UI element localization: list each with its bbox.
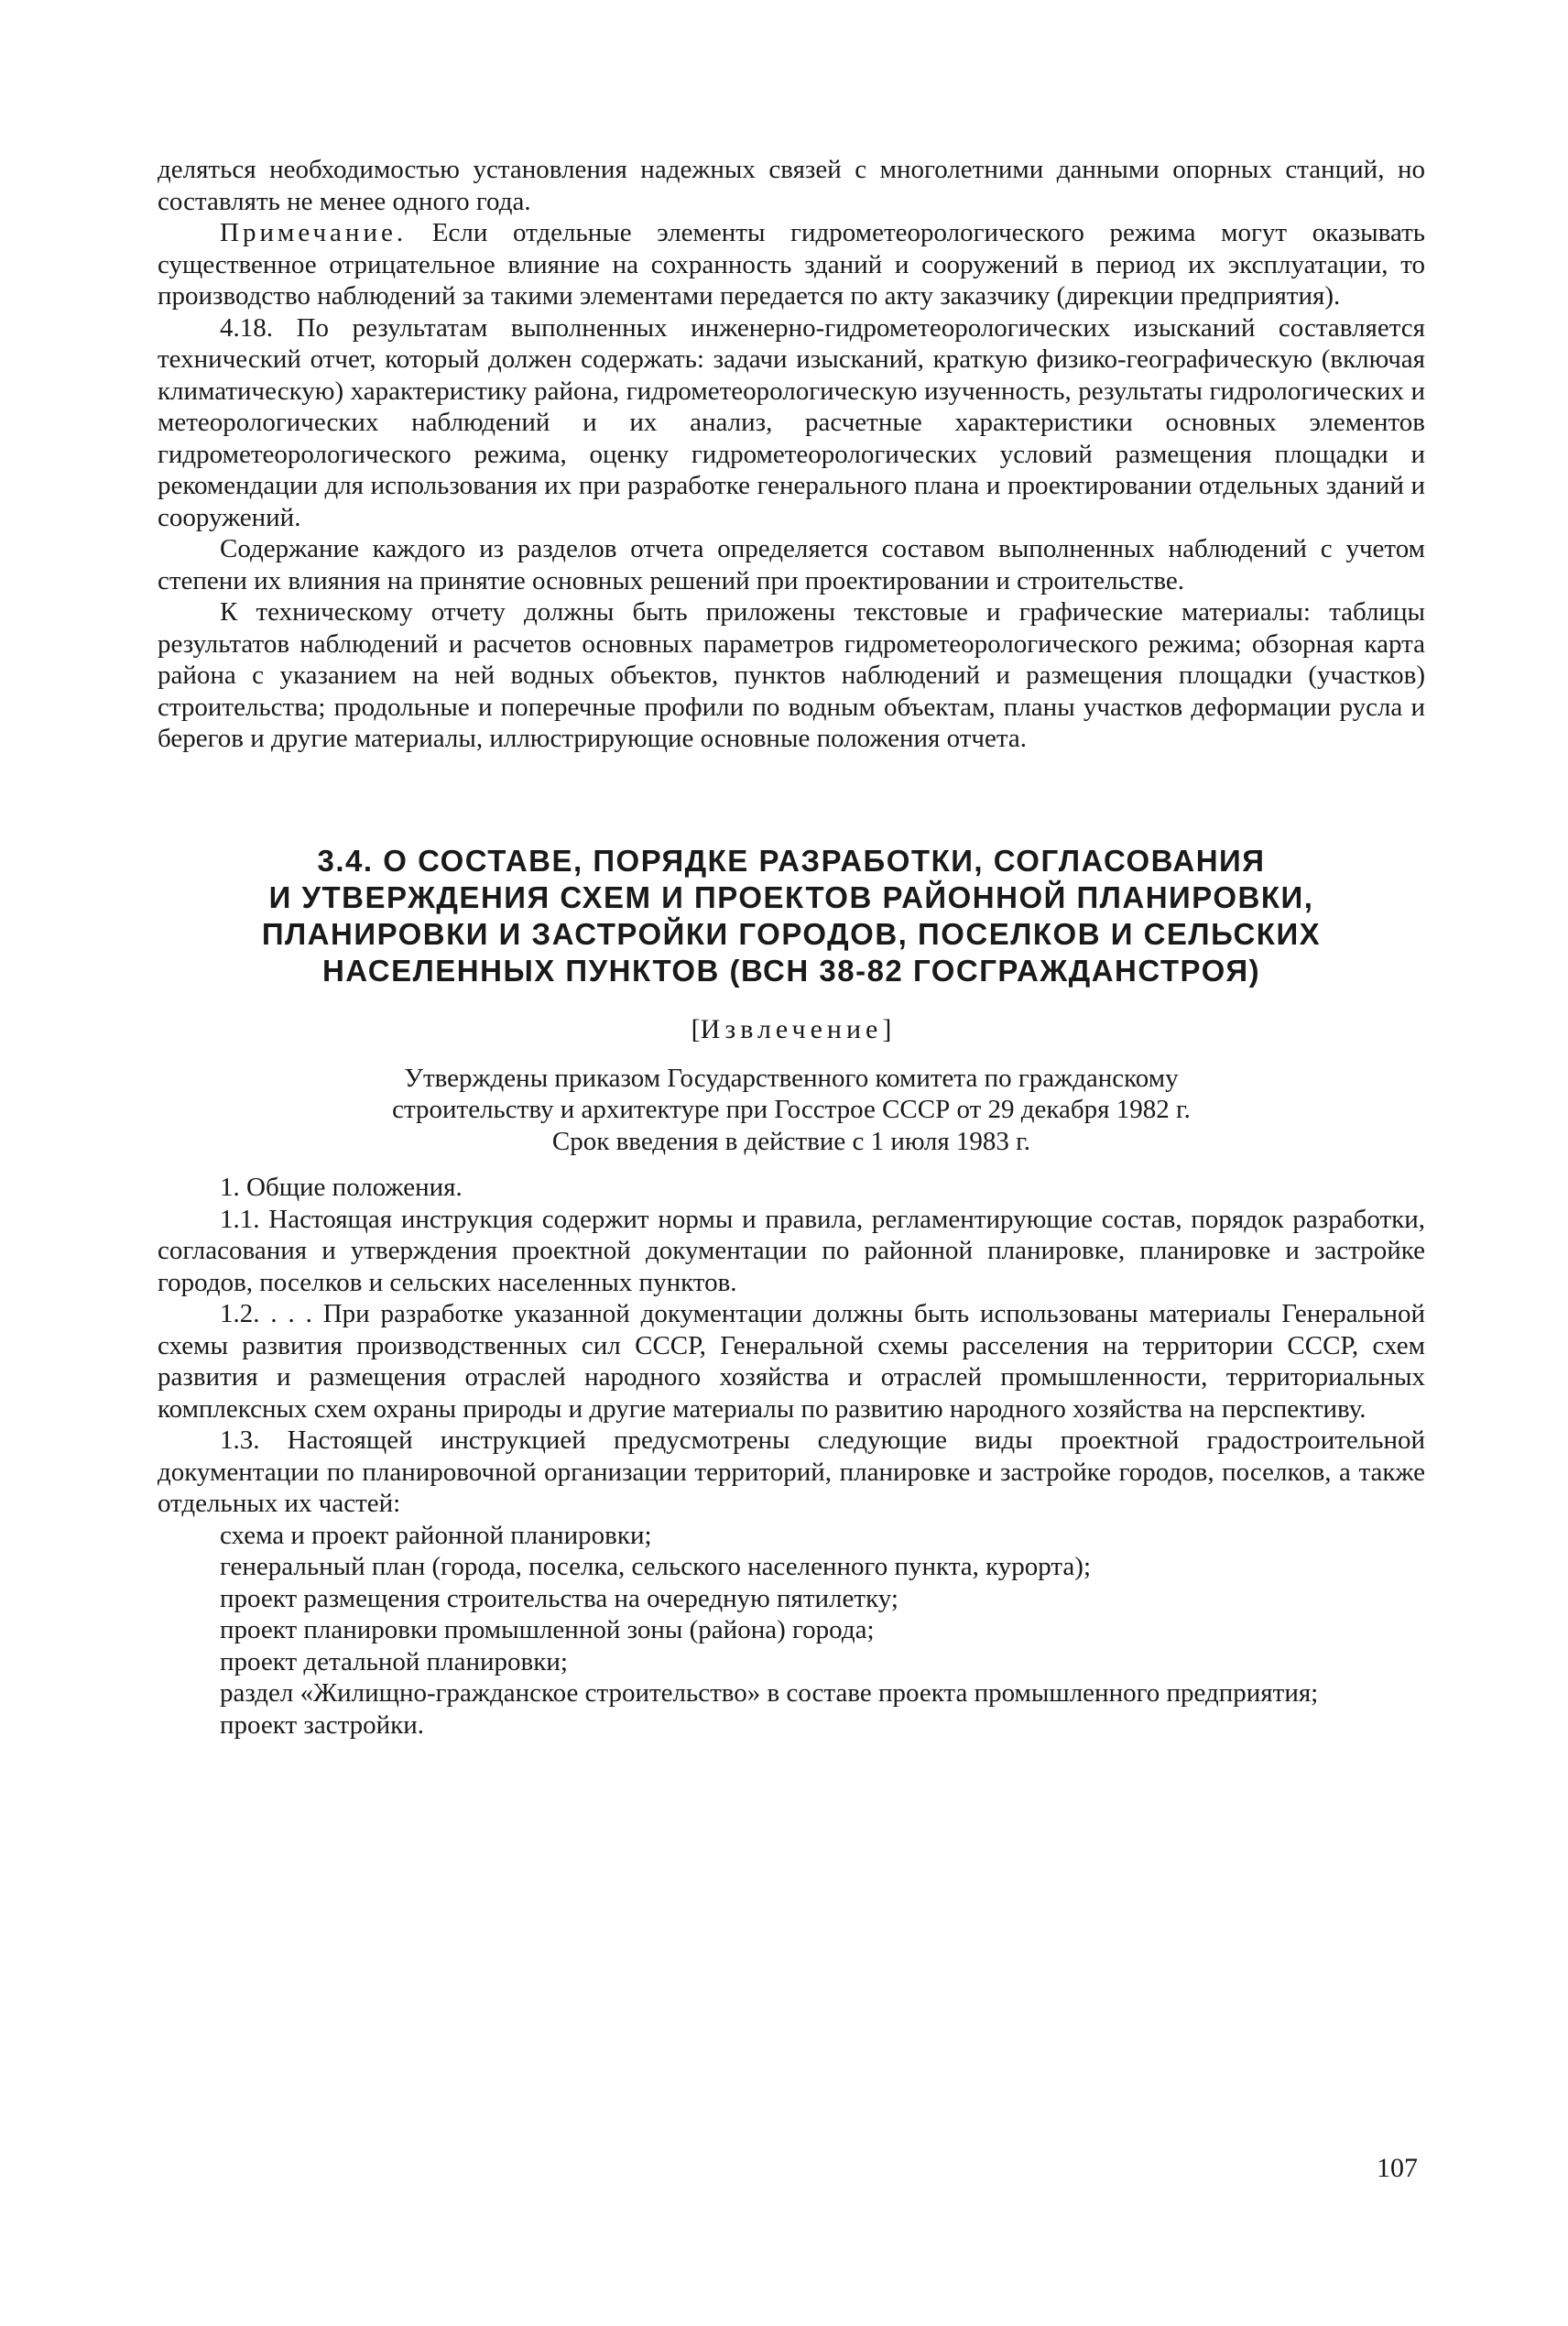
paragraph-note bbox=[158, 217, 1425, 312]
approval-line: строительству и архитектуре при Госстрое СССР от 29 декабря 1982 г. bbox=[392, 1095, 1191, 1124]
paragraph-4-18: 4.18. По результатам выполненных инженерно-гидрометеорологических изысканий составляется технический отчет, который должен содержать: задачи изысканий, краткую физико-географическую (включая климатическую) характеристику района, гидрометеорологическую изученность, результаты гидрологических и метеорологических наблюдений и их анализ, расчетные характеристики основных элементов гидрометеорологического режима, оценку гидрометеорологических условий размещения площадки и рекомендации для использования их при разработке генерального плана и проектировании отдельных зданий и сооружений. bbox=[158, 312, 1425, 532]
section-title-line: ПЛАНИРОВКИ И ЗАСТРОЙКИ ГОРОДОВ, ПОСЕЛКОВ И СЕЛЬСКИХ bbox=[261, 916, 1322, 951]
list-item: проект детальной планировки; bbox=[220, 1646, 568, 1676]
list-item: проект планировки промышленной зоны (района) города; bbox=[220, 1615, 875, 1644]
section-title-line: НАСЕЛЕННЫХ ПУНКТОВ (ВСН 38-82 ГОСГРАЖДАНСТРОЯ) bbox=[321, 953, 1261, 988]
section-title-line: И УТВЕРЖДЕНИЯ СХЕМ И ПРОЕКТОВ РАЙОННОЙ ПЛАНИРОВКИ, bbox=[268, 879, 1314, 914]
subheading-general: 1. Общие положения. bbox=[220, 1173, 463, 1202]
section-title-line: 3.4. О СОСТАВЕ, ПОРЯДКЕ РАЗРАБОТКИ, СОГЛАСОВАНИЯ bbox=[317, 843, 1266, 878]
list-item: проект застройки. bbox=[220, 1709, 424, 1740]
note-label: Примечание. bbox=[220, 218, 408, 247]
extract-bracket-close: ] bbox=[882, 1013, 892, 1044]
approval-line: Срок введения в действие с 1 июля 1983 г. bbox=[551, 1126, 1031, 1156]
paragraph-1-2: 1.2. . . . При разработке указанной документации должны быть использованы материалы Генеральной схемы развития производственных сил СССР, Генеральной схемы расселения на территории СССР, схем развития и размещения отраслей народного хозяйства и отраслей промышленности, территориальных комплексных схем охраны природы и другие материалы по развитию народного хозяйства на перспективу. bbox=[158, 1299, 1425, 1424]
paragraph-report-materials: К техническому отчету должны быть приложены текстовые и графические материалы: таблицы результатов наблюдений и расчетов основных параметров гидрометеорологического режима; обзорная карта района с указанием на ней водных объектов, пунктов наблюдений и размещения площадки (участков) строительства; продольные и поперечные профили по водным объектам, планы участков деформации русла и берегов и другие материалы, иллюстрирующие основные положения отчета. bbox=[158, 597, 1425, 753]
list-item: схема и проект районной планировки; bbox=[220, 1520, 652, 1550]
list-item: раздел «Жилищно-гражданское строительство» в составе проекта промышленного предприятия; bbox=[220, 1678, 1319, 1708]
paragraph-report-content: Содержание каждого из разделов отчета определяется составом выполненных наблюдений с учетом степени их влияния на принятие основных решений при проектировании и строительстве. bbox=[158, 534, 1425, 595]
extract-label bbox=[158, 1013, 1425, 1046]
approval-note bbox=[158, 1063, 1425, 1158]
paragraph-continuation: деляться необходимостью установления надежных связей с многолетними данными опорных станций, но составлять не менее одного года. bbox=[158, 155, 1425, 216]
section-title bbox=[158, 843, 1425, 989]
paragraph-1-1: 1.1. Настоящая инструкция содержит нормы и правила, регламентирующие состав, порядок разработки, согласования и утверждения проектной документации по районной планировке, планировке и застройке городов, поселков и сельских населенных пунктов. bbox=[158, 1204, 1425, 1297]
extract-word: Извлечение bbox=[700, 1013, 883, 1044]
document-page bbox=[158, 154, 1425, 1741]
list-item: генеральный план (города, поселка, сельского населенного пункта, курорта); bbox=[220, 1552, 1092, 1581]
note-text: Если отдельные элементы гидрометеорологического режима могут оказывать существенное отрицательное влияние на сохранность зданий и сооружений в период их эксплуатации, то производство наблюдений за такими элементами передается по акту заказчику (дирекции предприятия). bbox=[158, 218, 1425, 311]
list-item: проект размещения строительства на очередную пятилетку; bbox=[220, 1583, 898, 1613]
page-number: 107 bbox=[1377, 2153, 1418, 2183]
extract-bracket-open: [ bbox=[691, 1013, 701, 1044]
approval-line: Утверждены приказом Государственного комитета по гражданскому bbox=[404, 1063, 1179, 1093]
paragraph-1-3: 1.3. Настоящей инструкцией предусмотрены следующие виды проектной градостроительной документации по планировочной организации территорий, планировке и застройке городов, поселков, а также отдельных их частей: bbox=[158, 1425, 1425, 1518]
